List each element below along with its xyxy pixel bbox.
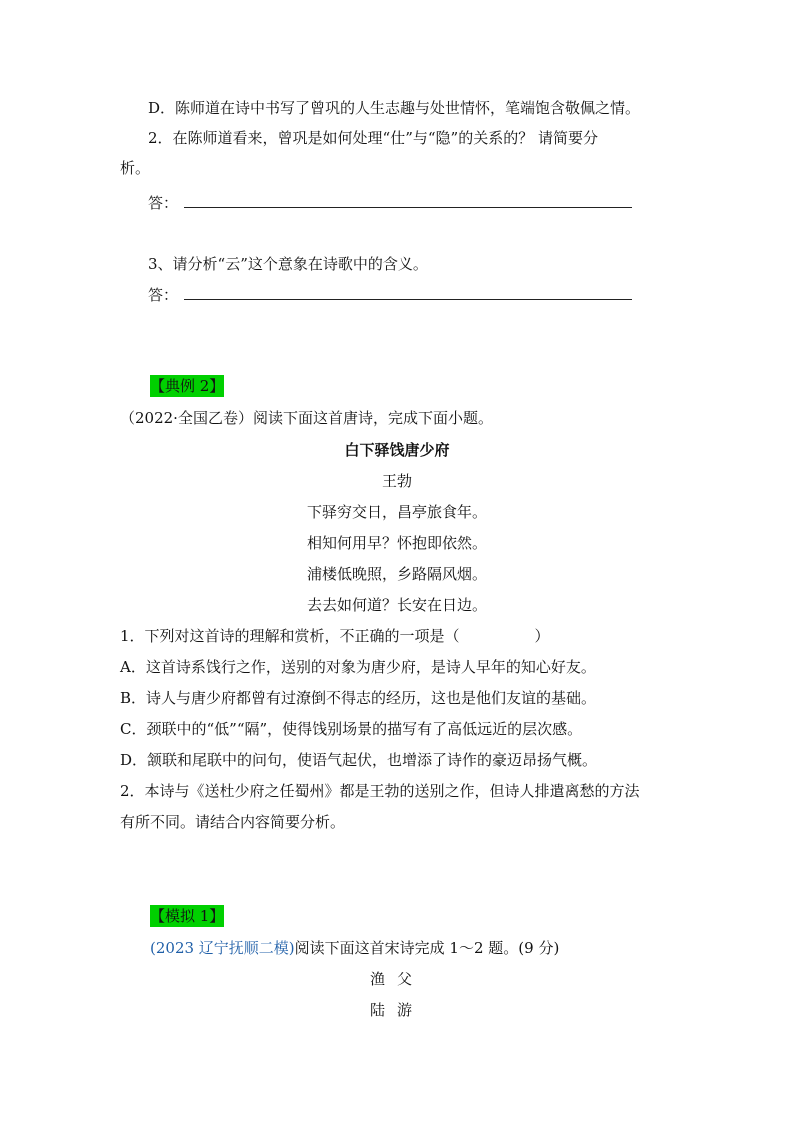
poem-line-3: 浦楼低晚照，乡路隔风烟。 (306, 565, 487, 583)
example-2-question-2-line-1: 2．本诗与《送杜少府之任蜀州》都是王勃的送别之作，但诗人排遣离愁的方法 (120, 782, 640, 800)
answer-line-1[interactable] (184, 207, 632, 208)
poem-title: 白下驿饯唐少府 (344, 441, 450, 459)
example-2-question-2-line-2: 有所不同。请结合内容简要分析。 (120, 813, 346, 831)
option-a: A．这首诗系饯行之作，送别的对象为唐少府，是诗人早年的知心好友。 (120, 658, 596, 676)
answer-line-2[interactable] (184, 299, 632, 300)
mock-1-poem-title: 渔父 (369, 970, 424, 988)
question-3: 3、请分析“云”这个意象在诗歌中的含义。 (148, 255, 428, 273)
answer-label-1: 答： (148, 194, 179, 212)
example-2-tag: 【典例 2】 (150, 377, 225, 395)
example-2-question-1: 1．下列对这首诗的理解和赏析，不正确的一项是（ ） (120, 627, 550, 645)
option-d: D．陈师道在诗中书写了曾巩的人生志趣与处世情怀，笔端饱含敬佩之情。 (148, 99, 641, 117)
mock-1-tag: 【模拟 1】 (150, 907, 225, 925)
option-c: C．颈联中的“低”“隔”，使得饯别场景的描写有了高低远近的层次感。 (120, 720, 583, 738)
poem-line-2: 相知何用早？怀抱即依然。 (306, 534, 487, 552)
poem-line-1: 下驿穷交日，昌亭旅食年。 (306, 503, 487, 521)
mock-1-source (150, 938, 559, 958)
poem-line-4: 去去如何道？长安在日边。 (306, 596, 487, 614)
mock-1-poem-author: 陆游 (369, 1001, 424, 1019)
poem-author: 王勃 (381, 472, 412, 490)
mock-1-source-rest: 阅读下面这首宋诗完成 1～2 题。(9 分) (294, 939, 560, 957)
mock-1-source-highlight: (2023 辽宁抚顺二模) (150, 939, 295, 957)
question-2-line-1: 2．在陈师道看来，曾巩是如何处理“仕”与“隐”的关系的？ 请简要分 (148, 129, 598, 147)
question-2-line-2: 析。 (120, 159, 151, 177)
answer-label-2: 答： (148, 286, 179, 304)
example-2-source: （2022·全国乙卷）阅读下面这首唐诗，完成下面小题。 (120, 409, 493, 427)
option-b: B．诗人与唐少府都曾有过潦倒不得志的经历，这也是他们友谊的基础。 (120, 689, 597, 707)
option-d-2: D．颔联和尾联中的问句，使语气起伏，也增添了诗作的豪迈昂扬气概。 (120, 751, 598, 769)
